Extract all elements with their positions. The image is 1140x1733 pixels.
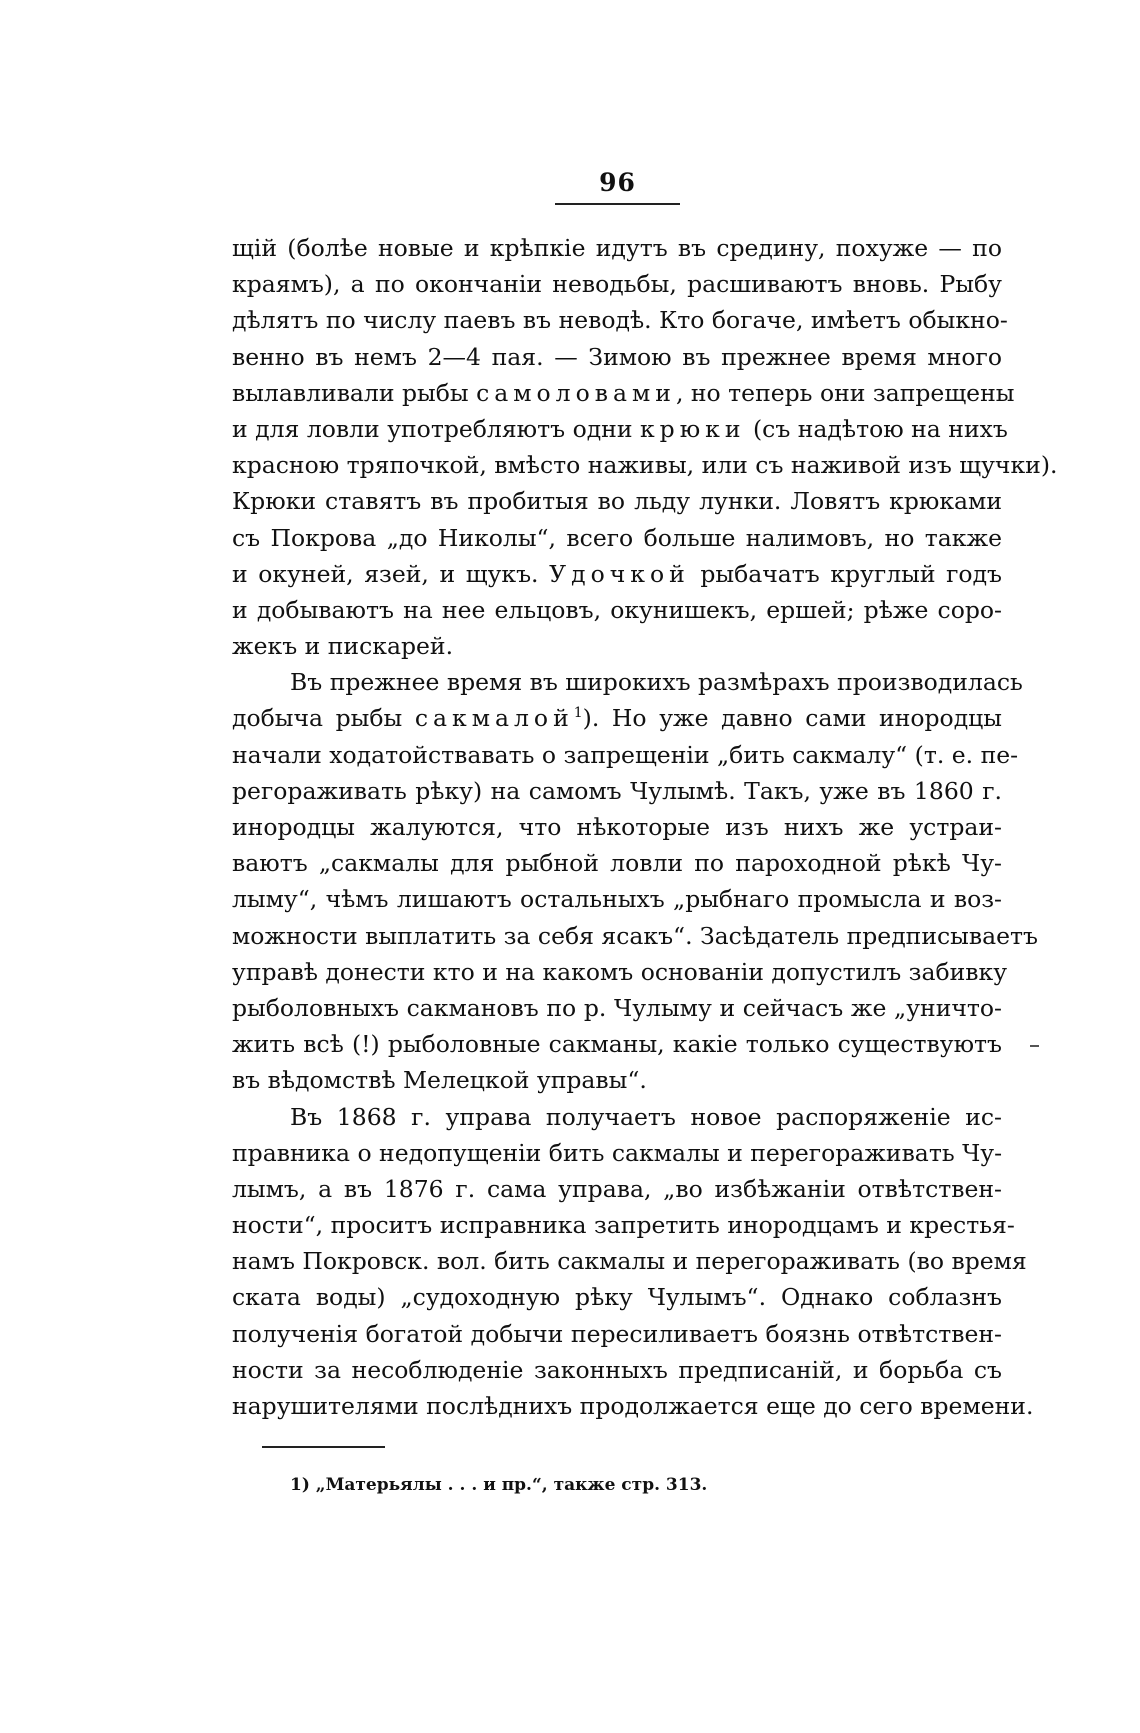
text-line: ности“, проситъ исправника запретить инородцамъ и крестья- bbox=[232, 1211, 1015, 1240]
footnote-rule bbox=[262, 1446, 385, 1448]
footnote: 1) „Матерьялы . . . и пр.“, также стр. 313. bbox=[290, 1475, 708, 1495]
text-span: и для ловли употребляютъ одни bbox=[232, 414, 640, 443]
text-span: ). Но уже давно сами инородцы bbox=[582, 704, 1002, 733]
text-line: намъ Покровск. вол. бить сакмалы и перегораживать (во время bbox=[232, 1247, 1027, 1276]
text-line: управѣ донести кто и на какомъ основаніи допустилъ забивку bbox=[232, 957, 1008, 986]
text-span: вылавливали рыбы bbox=[232, 378, 477, 407]
text-span: рыбачатъ круглый годъ bbox=[689, 559, 1002, 588]
footnote-reference: 1 bbox=[573, 705, 583, 722]
text-line: Крюки ставятъ въ пробитыя во льду лунки. Ловятъ крюками bbox=[232, 487, 1002, 516]
text-line: красною тряпочкой, вмѣсто наживы, или съ наживой изъ щучки). bbox=[232, 451, 1058, 480]
text-line: регораживать рѣку) на самомъ Чулымѣ. Такъ, уже въ 1860 г. bbox=[232, 776, 1002, 805]
text-span: (съ надѣтою на нихъ bbox=[745, 414, 1008, 443]
text-line: рыболовныхъ сакмановъ по р. Чулыму и сейчасъ же „уничто- bbox=[232, 993, 1002, 1022]
text-line: начали ходатойствавать о запрещеніи „бить сакмалу“ (т. е. пе- bbox=[232, 740, 1019, 769]
text-line: можности выплатить за себя ясакъ“. Засѣдатель предписываетъ bbox=[232, 921, 1038, 950]
text-line: жекъ и пискарей. bbox=[232, 632, 454, 661]
emphasized-term: крюки bbox=[639, 414, 746, 443]
margin-mark bbox=[1030, 1045, 1039, 1047]
text-line: и добываютъ на нее ельцовъ, окунишекъ, ершей; рѣже соро- bbox=[232, 595, 1002, 624]
text-line: инородцы жалуются, что нѣкоторые изъ нихъ же устраи- bbox=[232, 813, 1002, 841]
text-line bbox=[232, 411, 1008, 447]
emphasized-term: сакмалой bbox=[414, 704, 574, 733]
text-line: ската воды) „судоходную рѣку Чулымъ“. Однако соблазнъ bbox=[232, 1283, 1002, 1312]
text-line bbox=[232, 375, 1015, 411]
text-line: ваютъ „сакмалы для рыбной ловли по пароходной рѣкѣ Чу- bbox=[232, 849, 1002, 878]
text-line: жить всѣ (!) рыболовные сакманы, какіе только существуютъ bbox=[232, 1030, 1002, 1059]
text-line bbox=[232, 700, 1002, 736]
page-number-rule bbox=[555, 203, 680, 205]
text-line: Въ 1868 г. управа получаетъ новое распоряженіе ис- bbox=[290, 1102, 1002, 1131]
text-line: ности за несоблюденіе законныхъ предписаній, и борьба съ bbox=[232, 1355, 1002, 1384]
text-line: дѣлятъ по числу паевъ въ неводѣ. Кто богаче, имѣетъ обыкно- bbox=[232, 306, 1008, 335]
text-line: щій (болѣе новые и крѣпкіе идутъ въ средину, похуже — по bbox=[232, 234, 1002, 262]
text-line: нарушителями послѣднихъ продолжается еще до сего времени. bbox=[232, 1392, 1034, 1420]
text-line: лымъ, а въ 1876 г. сама управа, „во избѣжаніи отвѣтствен- bbox=[232, 1174, 1002, 1203]
text-line: въ вѣдомствѣ Мелецкой управы“. bbox=[232, 1066, 647, 1095]
text-line: лыму“, чѣмъ лишаютъ остальныхъ „рыбнаго промысла и воз- bbox=[232, 885, 1002, 914]
text-span: и окуней, язей, и щукъ. bbox=[232, 559, 550, 588]
body-text bbox=[232, 230, 1058, 1424]
text-span: , но теперь они запрещены bbox=[675, 378, 1015, 407]
page-number: 96 bbox=[599, 168, 636, 197]
text-line: Въ прежнее время въ широкихъ размѣрахъ производилась bbox=[290, 668, 1023, 697]
text-line: полученія богатой добычи пересиливаетъ боязнь отвѣтствен- bbox=[232, 1319, 1002, 1348]
text-span: добыча рыбы bbox=[232, 704, 415, 733]
text-line: правника о недопущеніи бить сакмалы и перегораживать Чу- bbox=[232, 1138, 1003, 1167]
text-line: краямъ), а по окончаніи неводьбы, расшиваютъ вновь. Рыбу bbox=[232, 270, 1002, 299]
emphasized-term: самоловами bbox=[476, 378, 676, 407]
text-line: съ Покрова „до Николы“, всего больше налимовъ, но также bbox=[232, 523, 1002, 552]
text-line bbox=[232, 556, 1002, 592]
emphasized-term: Удочкой bbox=[549, 559, 690, 588]
text-line: венно въ немъ 2—4 пая. — Зимою въ прежнее время много bbox=[232, 342, 1002, 371]
